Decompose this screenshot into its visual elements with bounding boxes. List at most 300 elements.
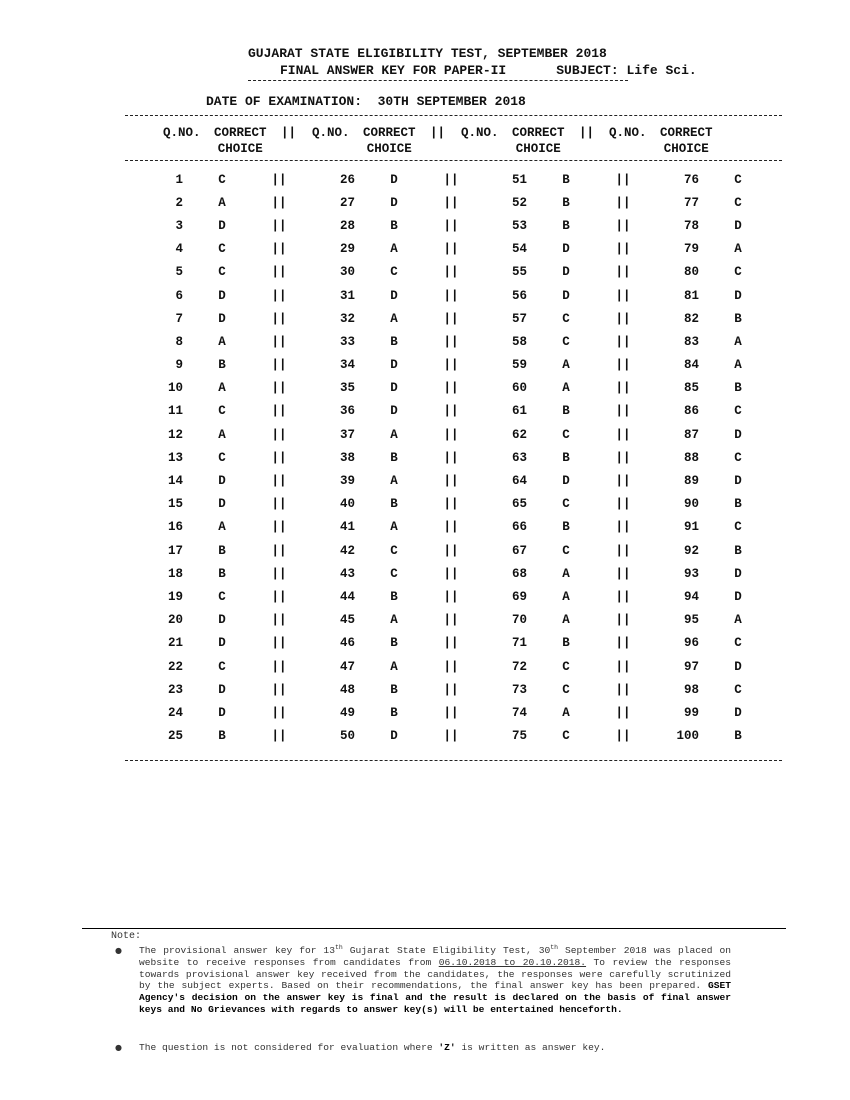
correct-choice: C [562,682,570,697]
correct-choice: C [390,265,398,280]
exam-title: GUJARAT STATE ELIGIBILITY TEST, SEPTEMBER 2018 [248,46,607,61]
correct-choice: D [390,358,398,373]
question-number: 59 [511,358,527,373]
correct-choice: A [562,566,570,581]
column-separator: || [271,543,287,558]
question-number: 20 [167,613,183,628]
question-number: 60 [511,381,527,396]
correct-choice: D [734,566,742,581]
column-separator: || [615,172,631,187]
column-separator: || [271,497,287,512]
correct-choice: D [734,474,742,489]
table-row [125,701,777,724]
question-number: 35 [339,381,355,396]
correct-choice: A [390,613,398,628]
correct-choice: B [390,334,398,349]
correct-choice: B [390,682,398,697]
column-separator: || [271,729,287,744]
correct-choice: B [734,311,742,326]
question-number: 17 [167,543,183,558]
agency-decision-text: GSET Agency's decision on the answer key is final and the result is declared on the basis of final answer keys and No Grievances with regards to answer key(s) will be entertained henceforth. [139,980,731,1015]
correct-choice: D [734,218,742,233]
bullet-icon: ● [115,1043,122,1052]
column-separator: || [443,404,459,419]
correct-choice: B [734,497,742,512]
correct-choice: C [390,543,398,558]
correct-choice: C [734,450,742,465]
correct-choice: C [218,172,226,187]
table-row [125,330,777,353]
column-separator: || [271,566,287,581]
column-separator: || [443,381,459,396]
question-number: 40 [339,497,355,512]
question-number: 97 [683,659,699,674]
question-number: 7 [175,311,183,326]
column-separator: || [443,265,459,280]
column-separator: || [443,729,459,744]
question-number: 69 [511,589,527,604]
table-row [125,377,777,400]
correct-choice: B [734,729,742,744]
question-number: 18 [167,566,183,581]
exam-date: DATE OF EXAMINATION: 30TH SEPTEMBER 2018 [206,94,526,109]
question-number: 48 [339,682,355,697]
correct-choice: B [218,358,226,373]
correct-choice: B [562,218,570,233]
table-row [125,261,777,284]
question-number: 39 [339,474,355,489]
question-number: 12 [167,427,183,442]
column-separator: || [443,705,459,720]
column-separator: || [443,427,459,442]
table-row [125,585,777,608]
question-number: 25 [167,729,183,744]
correct-choice: C [734,636,742,651]
question-number: 50 [339,729,355,744]
correct-choice: D [218,682,226,697]
column-separator: || [615,358,631,373]
column-separator: || [281,126,297,140]
column-separator: || [271,172,287,187]
correct-choice: D [562,242,570,257]
question-number: 34 [339,358,355,373]
question-number: 63 [511,450,527,465]
header-underline [248,80,628,81]
correct-choice: D [390,195,398,210]
column-separator: || [271,311,287,326]
correct-choice: D [390,288,398,303]
question-number: 76 [683,172,699,187]
question-number: 52 [511,195,527,210]
correct-choice: B [390,218,398,233]
correct-choice: B [390,705,398,720]
question-number: 99 [683,705,699,720]
question-number: 70 [511,613,527,628]
question-number: 42 [339,543,355,558]
column-separator: || [443,334,459,349]
correct-choice: B [734,543,742,558]
question-number: 16 [167,520,183,535]
correct-choice: B [562,195,570,210]
correct-choice: C [562,311,570,326]
column-separator: || [271,474,287,489]
qno-header: Q.NO. [461,126,499,140]
table-row [125,469,777,492]
correct-choice: A [390,427,398,442]
question-number: 38 [339,450,355,465]
column-separator: || [443,636,459,651]
correct-choice: A [218,334,226,349]
table-row [125,354,777,377]
correct-choice: C [562,427,570,442]
question-number: 26 [339,172,355,187]
correct-choice: D [562,265,570,280]
correct-choice: A [390,474,398,489]
question-number: 15 [167,497,183,512]
table-row [125,725,777,748]
question-number: 3 [175,218,183,233]
correct-choice: A [390,659,398,674]
question-number: 45 [339,613,355,628]
correct-choice: A [562,613,570,628]
correct-choice: C [734,172,742,187]
correct-choice: D [390,381,398,396]
correct-choice: A [734,358,742,373]
column-separator: || [615,218,631,233]
question-number: 77 [683,195,699,210]
column-separator: || [443,172,459,187]
question-number: 32 [339,311,355,326]
table-row [125,168,777,191]
correct-choice: C [734,682,742,697]
response-dates: 06.10.2018 to 20.10.2018. [438,956,587,968]
table-header-rule [125,160,782,161]
correct-choice-header: CORRECT CHOICE [214,126,267,156]
correct-choice: C [562,659,570,674]
correct-choice: D [390,404,398,419]
correct-choice: D [218,613,226,628]
correct-choice: B [562,520,570,535]
column-separator: || [443,497,459,512]
column-separator: || [271,265,287,280]
column-separator: || [579,126,595,140]
correct-choice: B [390,636,398,651]
correct-choice: C [734,520,742,535]
correct-choice: C [562,334,570,349]
column-separator: || [615,520,631,535]
column-separator: || [443,195,459,210]
column-separator: || [615,636,631,651]
question-number: 9 [175,358,183,373]
question-number: 80 [683,265,699,280]
table-row [125,284,777,307]
column-separator: || [615,381,631,396]
correct-choice: A [734,334,742,349]
note-item-1 [111,945,731,1016]
question-number: 82 [683,311,699,326]
column-separator: || [615,543,631,558]
correct-choice: A [218,520,226,535]
column-separator: || [443,566,459,581]
correct-choice: A [734,242,742,257]
correct-choice: D [218,288,226,303]
column-separator: || [271,427,287,442]
paper-title: FINAL ANSWER KEY FOR PAPER-II [280,63,507,78]
question-number: 92 [683,543,699,558]
question-number: 36 [339,404,355,419]
correct-choice: D [734,589,742,604]
question-number: 62 [511,427,527,442]
question-number: 41 [339,520,355,535]
table-top-rule [125,115,782,116]
column-separator: || [615,566,631,581]
question-number: 5 [175,265,183,280]
question-number: 89 [683,474,699,489]
question-number: 23 [167,682,183,697]
column-separator: || [615,613,631,628]
column-separator: || [443,659,459,674]
note-label: Note: [111,931,142,942]
table-row [125,516,777,539]
question-number: 4 [175,242,183,257]
question-number: 58 [511,334,527,349]
question-number: 88 [683,450,699,465]
column-separator: || [615,334,631,349]
correct-choice: B [218,729,226,744]
column-separator: || [615,589,631,604]
correct-choice: B [562,450,570,465]
table-row [125,446,777,469]
column-separator: || [443,218,459,233]
question-number: 56 [511,288,527,303]
question-number: 68 [511,566,527,581]
column-separator: || [615,497,631,512]
column-separator: || [615,265,631,280]
correct-choice: D [734,659,742,674]
correct-choice: B [390,450,398,465]
correct-choice: C [218,450,226,465]
question-number: 96 [683,636,699,651]
correct-choice: D [218,705,226,720]
column-separator: || [271,288,287,303]
question-number: 19 [167,589,183,604]
column-separator: || [443,311,459,326]
correct-choice: D [218,636,226,651]
answer-key-table [125,168,777,748]
table-row [125,632,777,655]
correct-choice: A [562,589,570,604]
question-number: 30 [339,265,355,280]
column-separator: || [615,427,631,442]
correct-choice: D [390,729,398,744]
column-separator: || [615,404,631,419]
table-row [125,400,777,423]
bullet-icon: ● [115,946,122,955]
correct-choice: C [218,404,226,419]
question-number: 73 [511,682,527,697]
subject-label: SUBJECT: Life Sci. [556,63,697,78]
column-separator: || [271,520,287,535]
column-separator: || [443,682,459,697]
column-separator: || [271,613,287,628]
column-separator: || [443,543,459,558]
question-number: 79 [683,242,699,257]
question-number: 31 [339,288,355,303]
column-separator: || [271,636,287,651]
column-separator: || [443,613,459,628]
correct-choice: D [390,172,398,187]
table-row [125,678,777,701]
question-number: 83 [683,334,699,349]
correct-choice: A [218,427,226,442]
table-row [125,238,777,261]
column-separator: || [615,311,631,326]
question-number: 24 [167,705,183,720]
qno-header: Q.NO. [312,126,350,140]
table-row [125,539,777,562]
column-separator: || [271,334,287,349]
table-row [125,562,777,585]
question-number: 61 [511,404,527,419]
correct-choice: A [218,381,226,396]
column-separator: || [615,705,631,720]
question-number: 57 [511,311,527,326]
question-number: 21 [167,636,183,651]
column-separator: || [271,659,287,674]
question-number: 2 [175,195,183,210]
question-number: 65 [511,497,527,512]
correct-choice: C [734,404,742,419]
question-number: 75 [511,729,527,744]
question-number: 27 [339,195,355,210]
correct-choice: A [218,195,226,210]
correct-choice: C [562,729,570,744]
question-number: 47 [339,659,355,674]
correct-choice: C [734,265,742,280]
correct-choice: B [218,566,226,581]
correct-choice: D [562,474,570,489]
correct-choice: B [734,381,742,396]
question-number: 49 [339,705,355,720]
table-row [125,191,777,214]
column-separator: || [443,242,459,257]
note-text-2: The question is not considered for evaluation where 'Z' is written as answer key. [139,1042,606,1053]
table-row [125,655,777,678]
column-separator: || [271,589,287,604]
question-number: 46 [339,636,355,651]
question-number: 11 [167,404,183,419]
note-divider [82,928,786,929]
question-number: 14 [167,474,183,489]
correct-choice: A [390,520,398,535]
question-number: 87 [683,427,699,442]
correct-choice: D [562,288,570,303]
question-number: 71 [511,636,527,651]
question-number: 98 [683,682,699,697]
question-number: 84 [683,358,699,373]
column-separator: || [271,242,287,257]
correct-choice: D [734,288,742,303]
correct-choice: B [562,404,570,419]
correct-choice: D [218,474,226,489]
table-row [125,423,777,446]
column-separator: || [443,589,459,604]
correct-choice: C [562,543,570,558]
question-number: 13 [167,450,183,465]
correct-choice: B [390,497,398,512]
question-number: 44 [339,589,355,604]
question-number: 8 [175,334,183,349]
correct-choice: C [734,195,742,210]
question-number: 1 [175,172,183,187]
question-number: 95 [683,613,699,628]
question-number: 94 [683,589,699,604]
correct-choice: C [218,659,226,674]
question-number: 22 [167,659,183,674]
column-separator: || [271,381,287,396]
correct-choice: A [562,705,570,720]
note-text-1: The provisional answer key for 13th Gujarat State Eligibility Test, 30th September 2018 was placed on website to receive responses from candidates from 06.10.2018 to 20.10.2018. To review the responses towards provisional answer key received from the candidates, the responses were carefully scrutinized by the subject experts. Based on their recommendations, the final answer key has been prepared. GSET Agency's decision on the answer key is final and the result is declared on the basis of final answer keys and No Grievances with regards to answer key(s) will be entertained henceforth. [139,943,731,1015]
correct-choice: C [562,497,570,512]
correct-choice: A [562,381,570,396]
question-number: 66 [511,520,527,535]
correct-choice: A [390,311,398,326]
table-row [125,493,777,516]
question-number: 51 [511,172,527,187]
column-separator: || [615,729,631,744]
table-row [125,609,777,632]
question-number: 90 [683,497,699,512]
correct-choice: B [562,636,570,651]
column-separator: || [615,288,631,303]
column-separator: || [615,450,631,465]
correct-choice: C [218,265,226,280]
question-number: 93 [683,566,699,581]
table-row [125,307,777,330]
column-separator: || [615,682,631,697]
column-separator: || [271,358,287,373]
question-number: 100 [676,729,699,744]
table-row [125,214,777,237]
correct-choice: D [218,218,226,233]
column-separator: || [271,682,287,697]
column-separator: || [615,474,631,489]
column-separator: || [615,242,631,257]
column-separator: || [443,288,459,303]
correct-choice: C [218,242,226,257]
question-number: 54 [511,242,527,257]
table-bottom-rule [125,760,782,761]
correct-choice: D [218,497,226,512]
correct-choice-header: CORRECT CHOICE [512,126,565,156]
qno-header: Q.NO. [163,126,201,140]
correct-choice: B [218,543,226,558]
column-separator: || [615,659,631,674]
question-number: 86 [683,404,699,419]
column-separator: || [443,450,459,465]
question-number: 53 [511,218,527,233]
paper-line [280,63,697,78]
correct-choice: A [562,358,570,373]
question-number: 81 [683,288,699,303]
column-separator: || [443,358,459,373]
column-separator: || [443,520,459,535]
question-number: 10 [167,381,183,396]
correct-choice: B [562,172,570,187]
question-number: 28 [339,218,355,233]
question-number: 85 [683,381,699,396]
question-number: 43 [339,566,355,581]
